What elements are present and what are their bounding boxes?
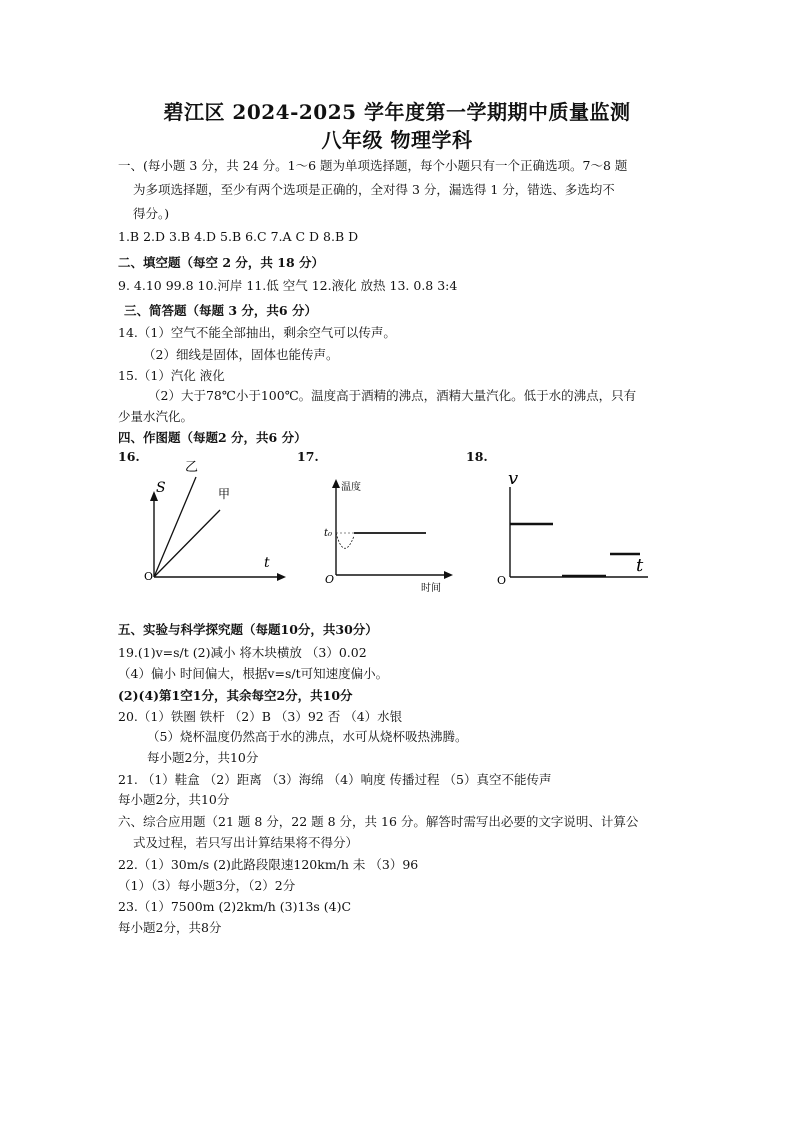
- q14-answer-2: （2）细线是固体，固体也能传声。: [143, 347, 339, 362]
- q19-answer-1: 19.(1)v=s/t (2)减小 将木块横放 （3）0.02: [118, 645, 367, 660]
- temperature-dip-curve: [336, 533, 354, 548]
- figure-17-temperature-graph: [320, 470, 460, 595]
- t-axis-label: t: [264, 555, 270, 571]
- line-jia-label: 甲: [218, 487, 231, 501]
- fig17-number: 17.: [297, 449, 319, 464]
- q22-answer-1: 22.（1）30m/s (2)此路段限速120km/h 未 （3）96: [118, 857, 419, 872]
- v-axis-label: v: [508, 468, 519, 489]
- q14-answer-1: 14.（1）空气不能全部抽出，剩余空气可以传声。: [118, 325, 396, 340]
- fig16-number: 16.: [118, 449, 140, 464]
- origin-label: O: [144, 570, 154, 583]
- q15-answer-1: 15.（1）汽化 液化: [118, 368, 225, 383]
- section1-instructions-line1: 一、(每小题 3 分，共 24 分。1～6 题为单项选择题，每个小题只有一个正确选项。7～8 题: [118, 158, 628, 173]
- section6-heading-line2: 式及过程，若只写出计算结果将不得分）: [133, 835, 359, 850]
- section2-heading: 二、填空题（每空 2 分，共 18 分）: [118, 255, 325, 270]
- x-axis-arrow: [444, 571, 453, 579]
- line-yi-label: 乙: [185, 460, 199, 475]
- section1-answers: 1.B 2.D 3.B 4.D 5.B 6.C 7.A C D 8.B D: [118, 229, 359, 244]
- q15-answer-3: 少量水汽化。: [118, 409, 194, 424]
- t0-label: t₀: [324, 528, 333, 539]
- section1-instructions-line2: 为多项选择题，至少有两个选项是正确的，全对得 3 分，漏选得 1 分，错选、多选均不: [133, 182, 615, 197]
- q15-answer-2: （2）大于78℃小于100℃。温度高于酒精的沸点，酒精大量汽化。低于水的沸点，只有: [148, 388, 637, 403]
- y-axis-arrow: [332, 479, 340, 488]
- q20-scoring: 每小题2分，共10分: [147, 750, 259, 765]
- figure-16-st-graph: [140, 455, 290, 590]
- section5-heading: 五、实验与科学探究题（每题10分，共30分）: [118, 622, 378, 637]
- figure-18-vt-graph: [490, 465, 660, 590]
- q22-scoring: （1）（3）每小题3分，（2）2分: [118, 878, 296, 893]
- q20-answer-2: （5）烧杯温度仍然高于水的沸点，水可从烧杯吸热沸腾。: [147, 729, 468, 744]
- y-axis-label: 温度: [341, 482, 361, 493]
- s-axis-label: S: [156, 480, 166, 496]
- x-axis-arrow: [277, 573, 286, 581]
- section3-heading: 三、简答题（每题 3 分，共6 分）: [124, 303, 317, 318]
- page-subtitle: 八年级 物理学科: [321, 128, 473, 152]
- t-axis-label: t: [636, 555, 644, 576]
- section4-heading: 四、作图题（每题2 分，共6 分）: [118, 430, 307, 445]
- x-axis-label: 时间: [421, 583, 441, 594]
- q21-answer-1: 21. （1）鞋盒 （2）距离 （3）海绵 （4）响度 传播过程 （5）真空不能传声: [118, 772, 552, 787]
- q19-scoring: (2)(4)第1空1分，其余每空2分，共10分: [118, 688, 353, 703]
- section1-instructions-line3: 得分。): [133, 206, 170, 221]
- line-jia: [154, 510, 220, 577]
- fig18-number: 18.: [466, 449, 488, 464]
- q23-scoring: 每小题2分，共8分: [118, 920, 222, 935]
- origin-label: O: [325, 573, 335, 586]
- q23-answer-1: 23.（1）7500m (2)2km/h (3)13s (4)C: [118, 899, 352, 914]
- page-title: 碧江区 2024-2025 学年度第一学期期中质量监测: [163, 100, 631, 124]
- section6-heading-line1: 六、综合应用题（21 题 8 分，22 题 8 分，共 16 分。解答时需写出必要的文字说明、计算公: [118, 814, 639, 829]
- q20-answer-1: 20.（1）铁圈 铁杆 （2）B （3）92 否 （4）水银: [118, 709, 403, 724]
- q19-answer-2: （4）偏小 时间偏大，根据v=s/t可知速度偏小。: [118, 666, 389, 681]
- section2-answers: 9. 4.10 99.8 10.河岸 11.低 空气 12.液化 放热 13. 0.8 3:4: [118, 278, 458, 293]
- origin-label: O: [497, 574, 507, 587]
- q21-scoring: 每小题2分，共10分: [118, 792, 230, 807]
